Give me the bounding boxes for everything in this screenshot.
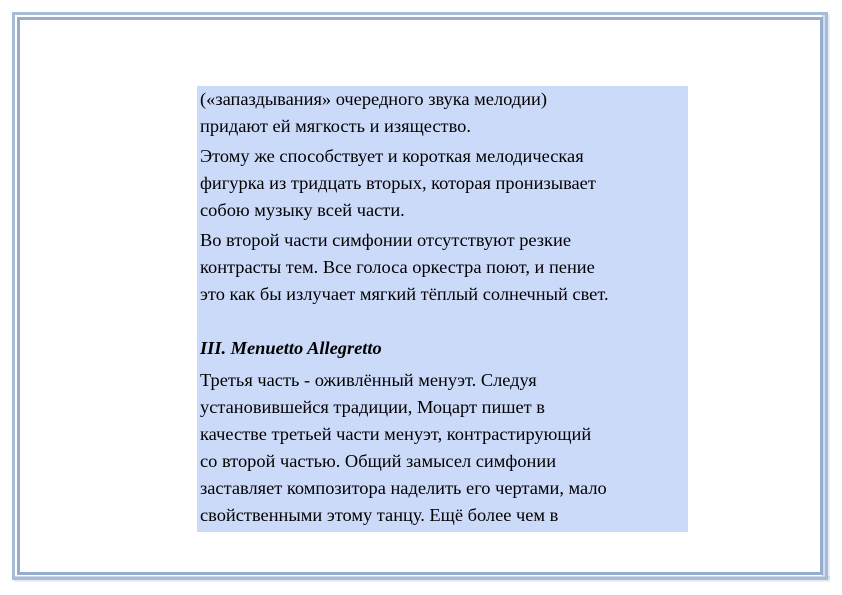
text-line: Во второй части симфонии отсутствуют резкие xyxy=(200,230,571,250)
text-line: заставляет композитора наделить его чертами, мало xyxy=(200,478,607,498)
paragraph-1 xyxy=(200,86,688,140)
paragraph-2 xyxy=(200,143,688,224)
paragraph-3 xyxy=(200,227,688,308)
text-line: контрасты тем. Все голоса оркестра поют, и пение xyxy=(200,257,595,277)
text-line: фигурка из тридцать вторых, которая пронизывает xyxy=(200,173,596,193)
text-line: придают ей мягкость и изящество. xyxy=(200,116,471,136)
text-line: со второй частью. Общий замысел симфонии xyxy=(200,451,557,471)
text-line: установившейся традиции, Моцарт пишет в xyxy=(200,397,545,417)
paragraph-4 xyxy=(200,367,688,529)
text-line: Этому же способствует и короткая мелодическая xyxy=(200,146,584,166)
text-line: («запаздывания» очередного звука мелодии) xyxy=(200,89,547,109)
text-line: свойственными этому танцу. Ещё более чем в xyxy=(200,505,559,525)
paragraph-gap xyxy=(200,311,688,335)
text-line: качестве третьей части менуэт, контрастирующий xyxy=(200,424,592,444)
section-heading: III. Menuetto Allegretto xyxy=(200,338,382,358)
text-line: собою музыку всей части. xyxy=(200,200,405,220)
text-box[interactable] xyxy=(197,86,688,532)
text-line: это как бы излучает мягкий тёплый солнечный свет. xyxy=(200,284,609,304)
text-line: Третья часть - оживлённый менуэт. Следуя xyxy=(200,370,537,390)
